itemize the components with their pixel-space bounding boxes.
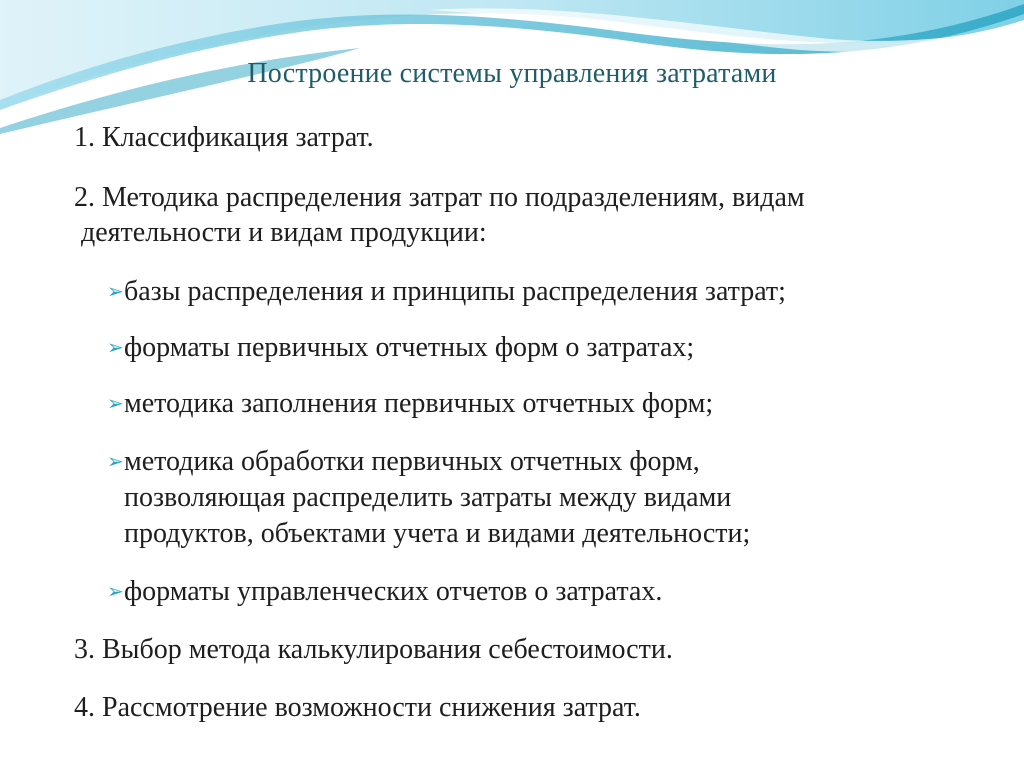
sub-list-item-continuation: позволяющая распределить затраты между видами xyxy=(124,482,732,513)
sub-list-item: ➢форматы первичных отчетных форм о затратах; xyxy=(107,330,694,366)
slide-title: Построение системы управления затратами xyxy=(247,58,777,89)
arrow-right-icon: ➢ xyxy=(107,451,124,473)
list-item: 3. Выбор метода калькулирования себестоимости. xyxy=(74,634,673,665)
arrow-right-icon: ➢ xyxy=(107,393,124,415)
list-item: 4. Рассмотрение возможности снижения затрат. xyxy=(74,692,641,723)
sub-list-item: ➢форматы управленческих отчетов о затратах. xyxy=(107,574,662,610)
sub-list-item: ➢методика обработки первичных отчетных форм, xyxy=(107,444,700,480)
arrow-right-icon: ➢ xyxy=(107,581,124,603)
arrow-right-icon: ➢ xyxy=(107,281,124,303)
list-item: 2. Методика распределения затрат по подразделениям, видам xyxy=(74,182,805,213)
list-item: 1. Классификация затрат. xyxy=(74,122,374,153)
sub-list-item: ➢методика заполнения первичных отчетных форм; xyxy=(107,386,713,422)
sub-list-item-continuation: продуктов, объектами учета и видами деятельности; xyxy=(124,518,751,549)
list-item-continuation: деятельности и видам продукции: xyxy=(81,217,487,248)
sub-list-item: ➢базы распределения и принципы распределения затрат; xyxy=(107,274,786,310)
arrow-right-icon: ➢ xyxy=(107,337,124,359)
